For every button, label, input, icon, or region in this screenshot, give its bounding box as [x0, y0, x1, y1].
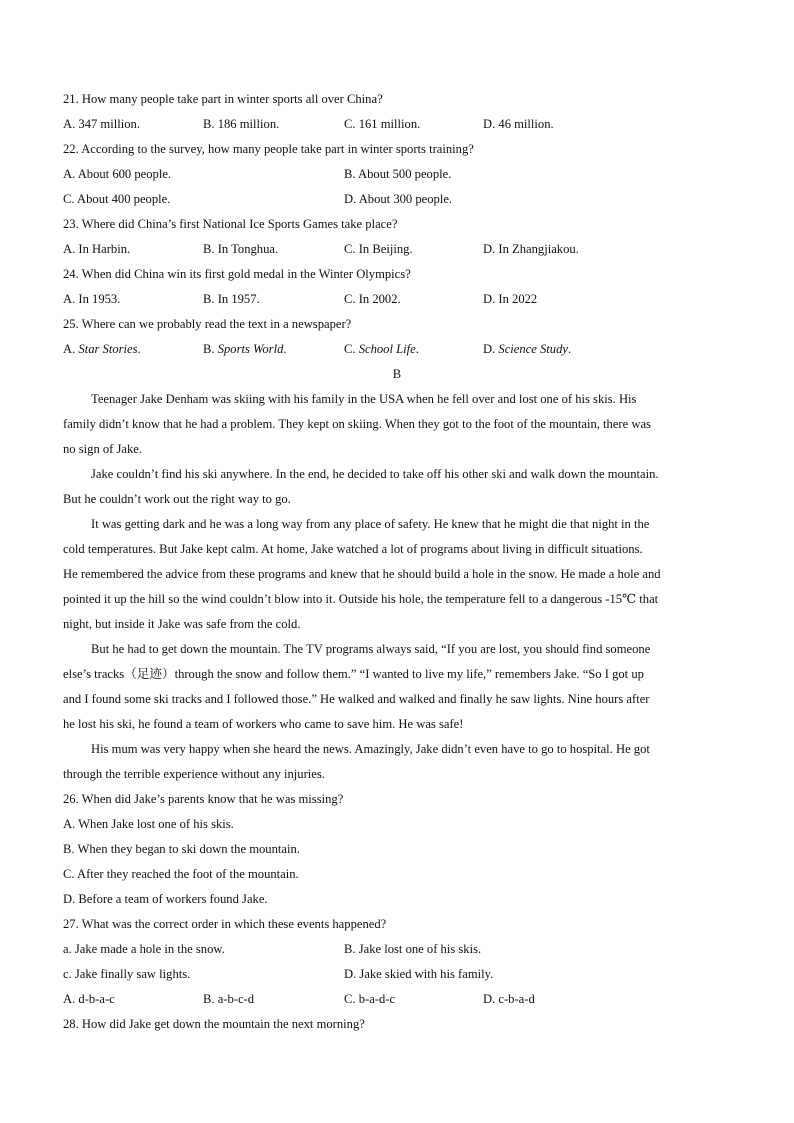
- passage-line: Teenager Jake Denham was skiing with his family in the USA when he fell over and lost one of his skis. His: [91, 392, 637, 406]
- option-24-d: D. In 2022: [483, 292, 538, 306]
- passage-line: He remembered the advice from these programs and knew that he should build a hole in the snow. He made a hole and: [63, 567, 661, 581]
- passage-line: Jake couldn’t find his ski anywhere. In the end, he decided to take off his other ski and walk down the mountain.: [91, 467, 659, 481]
- option-26-a: A. When Jake lost one of his skis.: [63, 817, 234, 831]
- passage-line: through the terrible experience without any injuries.: [63, 767, 325, 781]
- option-21-b: B. 186 million.: [203, 117, 280, 131]
- question-22: 22. According to the survey, how many people take part in winter sports training?: [63, 142, 474, 156]
- option-27-a: A. d-b-a-c: [63, 992, 115, 1006]
- passage-line: It was getting dark and he was a long way from any place of safety. He knew that he might die that night in the: [91, 517, 650, 531]
- option-23-c: C. In Beijing.: [344, 242, 413, 256]
- question-23: 23. Where did China’s first National Ice Sports Games take place?: [63, 217, 398, 231]
- option-23-d: D. In Zhangjiakou.: [483, 242, 579, 256]
- passage-line: But he couldn’t work out the right way to go.: [63, 492, 291, 506]
- option-21-d: D. 46 million.: [483, 117, 554, 131]
- option-23-a: A. In Harbin.: [63, 242, 131, 256]
- passage-line: pointed it up the hill so the wind couldn’t blow into it. Outside his hole, the temperature fell to a dangerous -15℃ that: [63, 592, 659, 606]
- option-27-d: D. c-b-a-d: [483, 992, 535, 1006]
- question-28: 28. How did Jake get down the mountain the next morning?: [63, 1017, 365, 1031]
- option-26-b: B. When they began to ski down the mountain.: [63, 842, 300, 856]
- option-27-c: C. b-a-d-c: [344, 992, 396, 1006]
- passage-line: no sign of Jake.: [63, 442, 143, 456]
- option-26-d: D. Before a team of workers found Jake.: [63, 892, 268, 906]
- option-21-a: A. 347 million.: [63, 117, 140, 131]
- passage-line: But he had to get down the mountain. The TV programs always said, “If you are lost, you should find someone: [91, 642, 651, 656]
- event-27-d: D. Jake skied with his family.: [344, 967, 494, 981]
- option-23-b: B. In Tonghua.: [203, 242, 279, 256]
- option-24-a: A. In 1953.: [63, 292, 121, 306]
- option-24-b: B. In 1957.: [203, 292, 260, 306]
- option-22-b: B. About 500 people.: [344, 167, 452, 181]
- passage-line: else’s tracks（足迹）through the snow and follow them.” “I wanted to live my life,” remembers Jake. “So I got up: [63, 667, 644, 681]
- question-25: 25. Where can we probably read the text in a newspaper?: [63, 317, 352, 331]
- option-22-d: D. About 300 people.: [344, 192, 453, 206]
- passage-line: and I found some ski tracks and I followed those.” He walked and walked and finally he saw lights. Nine hours after: [63, 692, 650, 706]
- section-b-heading: B: [392, 367, 402, 381]
- event-27-a: a. Jake made a hole in the snow.: [63, 942, 225, 956]
- event-27-c: c. Jake finally saw lights.: [63, 967, 191, 981]
- question-21: 21. How many people take part in winter sports all over China?: [63, 92, 383, 106]
- option-21-c: C. 161 million.: [344, 117, 421, 131]
- passage-line: cold temperatures. But Jake kept calm. At home, Jake watched a lot of programs about living in difficult situations.: [63, 542, 643, 556]
- option-27-b: B. a-b-c-d: [203, 992, 255, 1006]
- question-26: 26. When did Jake’s parents know that he was missing?: [63, 792, 344, 806]
- question-27: 27. What was the correct order in which these events happened?: [63, 917, 387, 931]
- option-26-c: C. After they reached the foot of the mountain.: [63, 867, 299, 881]
- option-25-c: C. School Life.: [344, 342, 419, 356]
- option-25-a: A. Star Stories.: [63, 342, 141, 356]
- event-27-b: B. Jake lost one of his skis.: [344, 942, 482, 956]
- passage-line: His mum was very happy when she heard the news. Amazingly, Jake didn’t even have to go to hospital. He got: [91, 742, 650, 756]
- option-22-a: A. About 600 people.: [63, 167, 172, 181]
- passage-line: family didn’t know that he had a problem. They kept on skiing. When they got to the foot of the mountain, there was: [63, 417, 651, 431]
- option-25-b: B. Sports World.: [203, 342, 287, 356]
- option-22-c: C. About 400 people.: [63, 192, 171, 206]
- option-25-d: D. Science Study.: [483, 342, 572, 356]
- passage-line: night, but inside it Jake was safe from the cold.: [63, 617, 301, 631]
- option-24-c: C. In 2002.: [344, 292, 401, 306]
- question-24: 24. When did China win its first gold medal in the Winter Olympics?: [63, 267, 411, 281]
- passage-line: he lost his ski, he found a team of workers who came to save him. He was safe!: [63, 717, 464, 731]
